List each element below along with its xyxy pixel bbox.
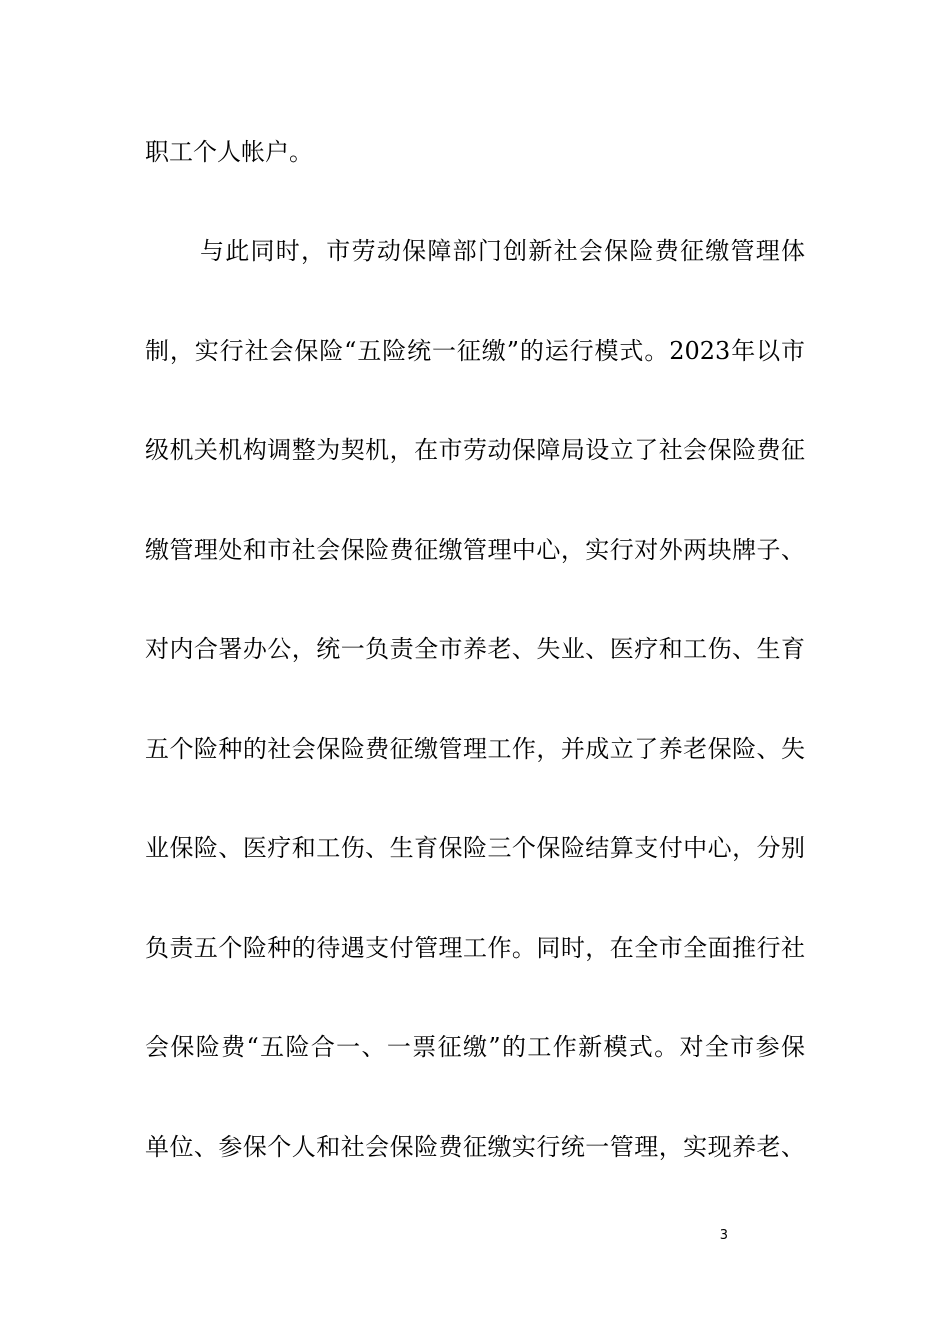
text-line-11: 单位、参保个人和社会保险费征缴实行统一管理，实现养老、 <box>145 1133 805 1161</box>
text-line-4: 级机关机构调整为契机，在市劳动保障局设立了社会保险费征 <box>145 436 805 464</box>
text-line-6: 对内合署办公，统一负责全市养老、失业、医疗和工伤、生育 <box>145 635 805 663</box>
text-line-8: 业保险、医疗和工伤、生育保险三个保险结算支付中心，分别 <box>145 834 805 862</box>
text-line-5: 缴管理处和市社会保险费征缴管理中心，实行对外两块牌子、 <box>145 536 805 564</box>
text-line-9: 负责五个险种的待遇支付管理工作。同时，在全市全面推行社 <box>145 934 805 962</box>
text-line-10: 会保险费“五险合一、一票征缴”的工作新模式。对全市参保 <box>145 1033 805 1061</box>
text-line-1: 职工个人帐户。 <box>145 138 313 166</box>
text-line-7: 五个险种的社会保险费征缴管理工作，并成立了养老保险、失 <box>145 735 805 763</box>
page-number: 3 <box>719 1228 728 1243</box>
text-line-3: 制，实行社会保险“五险统一征缴”的运行模式。2023年以市 <box>145 337 805 365</box>
text-line-2: 与此同时，市劳动保障部门创新社会保险费征缴管理体 <box>200 237 805 265</box>
